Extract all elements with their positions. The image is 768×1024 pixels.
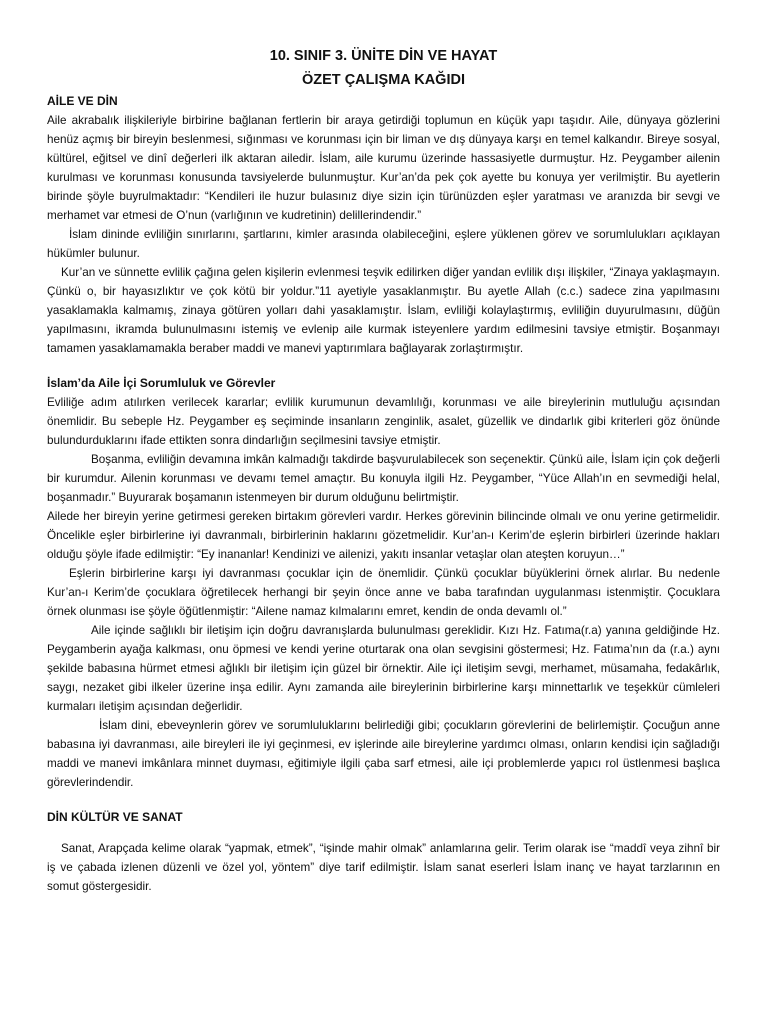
- paragraph-sanat-tanimi: Sanat, Arapçada kelime olarak “yapmak, etmek”, “işinde mahir olmak” anlamlarına gelir. Terim olarak ise “maddî veya zihnî bir iş ve çabada izlenen düzenli ve özel yol, yöntem” diye tarif edilmiştir. İslam sanat eserleri İslam inanç ve hayat tarzlarının en somut göstergesidir.: [47, 842, 720, 893]
- section-heading-aile-ve-din: AİLE VE DİN: [47, 94, 118, 108]
- paragraph-aile-gorevleri: Ailede her bireyin yerine getirmesi gereken birtakım görevleri vardır. Herkes görevinin bilincinde olmalı ve onu yerine getirmelidir. Öncelikle eşler birbirlerine iyi davranmalı, birbirlerinin haklarını gözetmelidir. Kur’an-ı Kerim’de eşlerin birbirleri üzerinde hakları olduğu şöyle ifade edilmiştir: “Ey inananlar! Kendinizi ve ailenizi, yakıtı insanlar vetaşlar olan ateşten koruyun…”: [47, 510, 720, 561]
- document-title-line-1: 10. SINIF 3. ÜNİTE DİN VE HAYAT: [269, 48, 498, 64]
- section-heading-aile-ici-sorumluluk: İslam’da Aile İçi Sorumluluk ve Görevler: [47, 376, 276, 390]
- section-heading-din-kultur-sanat: DİN KÜLTÜR VE SANAT: [47, 810, 183, 824]
- paragraph-aile-ici-iletisim: Aile içinde sağlıklı bir iletişim için doğru davranışlarda bulunulması gereklidir. Kızı Hz. Fatıma(r.a) yanına geldiğinde Hz. Peygamberin ayağa kalkması, onu öpmesi ve kendi yerine oturtarak ona olan sevgisini göstermesi; Hz. Fatıma’nın da (r.a.) aynı şekilde babasına hürmet etmesi ağlıklı bir iletişim için güzel bir örnektir. Aile içi iletişim sevgi, merhamet, müsamaha, fedakârlık, saygı, nezaket gibi ilkeler üzerine inşa edilir. Aynı zamanda aile bireylerinin birbirlerine karşı minnettarlık ve teşekkür cümleleri kurmaları iletişim açısından değerlidir.: [47, 624, 720, 713]
- paragraph-bosanma: Boşanma, evliliğin devamına imkân kalmadığı takdirde başvurulabilecek son seçenektir. Çünkü aile, İslam için çok değerli bir kurumdur. Ailenin korunması ve devamı temel amaçtır. Bu konuyla ilgili Hz. Peygamber, “Yüce Allah’ın en sevmediği helal, boşanmadır.” Buyurarak boşamanın istenmeyen bir durum olduğunu belirtmiştir.: [47, 453, 720, 504]
- paragraph-cocuklar-ornek: Eşlerin birbirlerine karşı iyi davranması çocuklar için de önemlidir. Çünkü çocuklar büyüklerini örnek alırlar. Bu nedenle Kur’an-ı Kerim’de çocuklara öğretilecek herhangi bir şeyin önce anne ve baba tarafından uygulanması istenmiştir. Çocuklara örnek olunması ise şöyle öğütlenmiştir: “Ailene namaz kılmalarını emret, kendin de onda devamlı ol.”: [47, 567, 720, 618]
- paragraph-evlilik-hukumleri: İslam dininde evliliğin sınırlarını, şartlarını, kimler arasında olabileceğini, eşlere yüklenen görev ve sorumlulukları açıklayan hükümler bulunur.: [47, 228, 720, 260]
- paragraph-cocuk-gorevleri: İslam dini, ebeveynlerin görev ve sorumluluklarını belirlediği gibi; çocukların görevlerini de belirlemiştir. Çocuğun anne babasına iyi davranması, aile bireyleri ile iyi geçinmesi, ev işlerinde aile bireylerine yardımcı olması, onların kendisi için sağladığı maddi ve manevi imkânlara minnet duyması, eğitimiyle ilgili çaba sarf etmesi, aile içi problemlerde yapıcı rol üstlenmesi başlıca görevlerindendir.: [47, 719, 720, 789]
- paragraph-es-secimi: Evliliğe adım atılırken verilecek kararlar; evlilik kurumunun devamlılığı, korunması ve aile bireylerinin mutluluğu açısından önemlidir. Bu sebeple Hz. Peygamber eş seçiminde insanların zenginlik, asalet, güzellik ve dindarlık gibi kriterleri göz önünde bulundurduklarını ifade ettikten sonra dindarlığın seçilmesini tavsiye etmiştir.: [47, 396, 720, 447]
- document-title-line-2: ÖZET ÇALIŞMA KAĞIDI: [302, 72, 465, 88]
- paragraph-evlilik-tesvik: Kur’an ve sünnette evlilik çağına gelen kişilerin evlenmesi teşvik edilirken diğer yandan evlilik dışı ilişkiler, “Zinaya yaklaşmayın. Çünkü o, bir hayasızlıktır ve çok kötü bir yoldur.”11 ayetiyle yasaklanmıştır. Bu ayetle Allah (c.c.) sadece zina yapılmasını yasaklamakla kalmamış, zinaya götüren yolları dahi yasaklamıştır. İslam, evliliği kolaylaştırmış, evliliğin duyurulmasını, düğün yapılmasını, ikramda bulunulmasını istemiş ve evlenip aile kurmak isteyenlere yardım edilmesini tavsiye etmiştir. Boşanmayı tamamen yasaklamamakla beraber maddi ve manevi yaptırımlara bağlayarak zorlaştırmıştır.: [47, 266, 720, 355]
- paragraph-aile-tanimi: Aile akrabalık ilişkileriyle birbirine bağlanan fertlerin bir araya getirdiği toplumun en küçük yapı taşıdır. Aile, dünyaya gözlerini henüz açmış bir bireyin beslenmesi, sığınması ve korunması için bir liman ve dış dünyaya karşı en temel kalkandır. Bireye sosyal, kültürel, eğitsel ve dinî değerleri ilk aktaran ailedir. İslam, aile kurumu üzerinde hassasiyetle durmuştur. Hz. Peygamber ailenin kurulması ve korunması konusunda tavsiyelerde bulunmuştur. Kur’an’da pek çok ayette bu konuya yer verilmiştir. Bu ayetlerin birinde şöyle buyrulmaktadır: “Kendileri ile huzur bulasınız diye sizin için türünüzden eşler yaratması ve aranızda bir sevgi ve merhamet var etmesi de O’nun (varlığının ve kudretinin) delillerindendir.”: [47, 114, 720, 222]
